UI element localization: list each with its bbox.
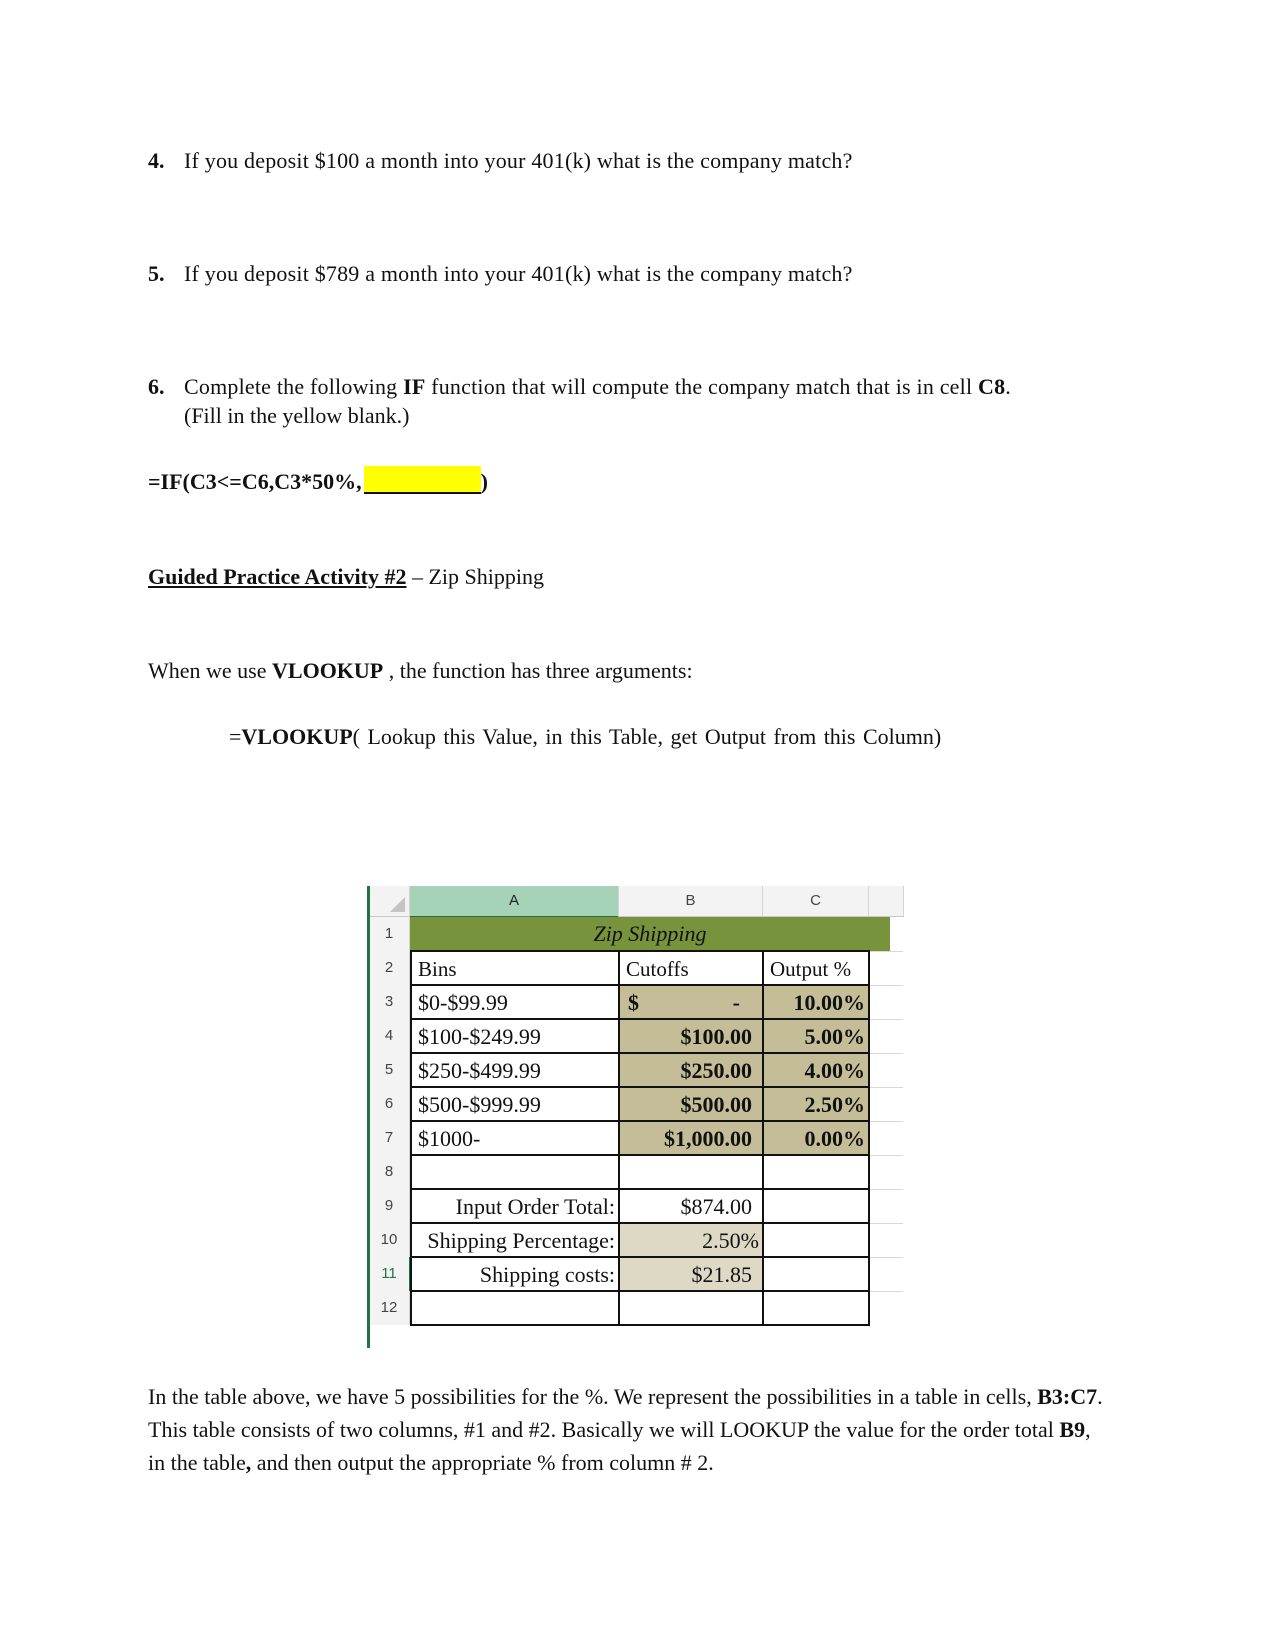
row-header-3[interactable]: 3 bbox=[369, 985, 410, 1019]
output-cell[interactable]: 2.50% bbox=[762, 1086, 870, 1122]
spreadsheet bbox=[369, 886, 903, 1348]
bin-cell[interactable]: $250-$499.99 bbox=[410, 1052, 620, 1088]
cutoff-cell[interactable]: $100.00 bbox=[618, 1018, 764, 1054]
intro-paragraph bbox=[148, 658, 693, 684]
column-header-b[interactable]: B bbox=[619, 886, 763, 917]
bin-cell[interactable]: $1000- bbox=[410, 1120, 620, 1156]
empty-cell[interactable] bbox=[762, 1154, 870, 1190]
empty-cell[interactable] bbox=[762, 1188, 870, 1224]
empty-cell[interactable] bbox=[618, 1154, 764, 1190]
heading-underlined: Guided Practice Activity #2 bbox=[148, 564, 407, 589]
output-cell[interactable]: 10.00% bbox=[762, 984, 870, 1020]
row-header-7[interactable]: 7 bbox=[369, 1121, 410, 1155]
row-header-10[interactable]: 10 bbox=[369, 1223, 410, 1257]
row-header-1[interactable]: 1 bbox=[369, 917, 410, 951]
empty-cell[interactable] bbox=[410, 1290, 620, 1326]
cell-ref-b9: B9 bbox=[1059, 1417, 1086, 1442]
input-label[interactable]: Input Order Total: bbox=[410, 1188, 620, 1224]
question-text: If you deposit $100 a month into your 401(k) what is the company match? bbox=[184, 148, 853, 173]
row-header-6[interactable]: 6 bbox=[369, 1087, 410, 1121]
question-number: 4. bbox=[148, 148, 165, 173]
cutoff-value: - bbox=[732, 990, 740, 1015]
closing-comma: , bbox=[245, 1450, 252, 1475]
row-header-8[interactable]: 8 bbox=[369, 1155, 410, 1189]
question-text: . bbox=[1005, 374, 1011, 399]
question-5 bbox=[148, 261, 853, 287]
row-header-9[interactable]: 9 bbox=[369, 1189, 410, 1223]
vlookup-keyword: VLOOKUP bbox=[241, 724, 353, 749]
question-text: function that will compute the company match that is in cell bbox=[425, 374, 978, 399]
empty-cell[interactable] bbox=[762, 1222, 870, 1258]
row-header-11[interactable]: 11 bbox=[369, 1257, 411, 1291]
shipping-costs[interactable]: $21.85 bbox=[618, 1256, 764, 1292]
column-header-a[interactable]: A bbox=[410, 886, 619, 918]
header-output[interactable]: Output % bbox=[762, 950, 870, 986]
empty-cell[interactable] bbox=[762, 1256, 870, 1292]
row-header-4[interactable]: 4 bbox=[369, 1019, 410, 1053]
question-4 bbox=[148, 148, 853, 174]
intro-text: When we use bbox=[148, 658, 273, 683]
sheet-title[interactable]: Zip Shipping bbox=[593, 921, 707, 946]
intro-text: , the function has three arguments: bbox=[383, 658, 693, 683]
header-cutoffs[interactable]: Cutoffs bbox=[618, 950, 764, 986]
empty-cell[interactable] bbox=[618, 1290, 764, 1326]
cutoff-cell[interactable]: $250.00 bbox=[618, 1052, 764, 1088]
formula-blank[interactable] bbox=[364, 466, 481, 494]
question-number: 5. bbox=[148, 261, 165, 286]
header-bins[interactable]: Bins bbox=[410, 950, 620, 986]
formula-prefix: =IF(C3<=C6,C3*50%, bbox=[148, 469, 362, 494]
row-header-12[interactable]: 12 bbox=[369, 1291, 410, 1325]
output-cell[interactable]: 0.00% bbox=[762, 1120, 870, 1156]
row-header-2[interactable]: 2 bbox=[369, 951, 410, 985]
vlookup-eq: = bbox=[229, 724, 242, 749]
closing-text: In the table above, we have 5 possibilities for the %. We represent the possibilities in a table in cells, bbox=[148, 1384, 1038, 1409]
output-cell[interactable]: 4.00% bbox=[762, 1052, 870, 1088]
cutoff-cell[interactable] bbox=[618, 984, 764, 1020]
row-header-5[interactable]: 5 bbox=[369, 1053, 410, 1087]
input-label[interactable]: Shipping Percentage: bbox=[410, 1222, 620, 1258]
closing-text: , in the table bbox=[148, 1417, 1091, 1475]
bin-cell[interactable]: $100-$249.99 bbox=[410, 1018, 620, 1054]
question-number: 6. bbox=[148, 374, 165, 399]
if-keyword: IF bbox=[403, 374, 426, 399]
empty-cell[interactable] bbox=[762, 1290, 870, 1326]
question-text: If you deposit $789 a month into your 401(k) what is the company match? bbox=[184, 261, 853, 286]
question-6 bbox=[148, 374, 1011, 400]
range-ref: B3:C7 bbox=[1037, 1384, 1098, 1409]
bin-cell[interactable]: $500-$999.99 bbox=[410, 1086, 620, 1122]
closing-paragraph bbox=[148, 1380, 1108, 1479]
if-formula bbox=[148, 466, 488, 495]
question-6-line2: (Fill in the yellow blank.) bbox=[184, 403, 410, 428]
vlookup-syntax bbox=[229, 724, 941, 750]
shipping-percentage[interactable]: 2.50% bbox=[618, 1222, 764, 1258]
input-order-total[interactable]: $874.00 bbox=[618, 1188, 764, 1224]
select-all-corner[interactable] bbox=[369, 886, 410, 917]
selection-indicator bbox=[367, 886, 370, 1348]
cell-ref-c8: C8 bbox=[977, 374, 1006, 399]
heading-rest: – Zip Shipping bbox=[406, 564, 544, 589]
closing-text: . This table consists of two columns, #1 and #2. Basically we will LOOKUP the value for the order total bbox=[148, 1384, 1103, 1442]
column-header-c[interactable]: C bbox=[763, 886, 869, 917]
bin-cell[interactable]: $0-$99.99 bbox=[410, 984, 620, 1020]
question-text: Complete the following bbox=[184, 374, 404, 399]
empty-cell[interactable] bbox=[410, 1154, 620, 1190]
currency-symbol: $ bbox=[628, 990, 639, 1015]
output-cell[interactable]: 5.00% bbox=[762, 1018, 870, 1054]
closing-text: and then output the appropriate % from column # 2. bbox=[251, 1450, 714, 1475]
vlookup-args: ( Lookup this Value, in this Table, get Output from this Column) bbox=[352, 724, 942, 749]
input-label[interactable]: Shipping costs: bbox=[410, 1256, 620, 1292]
cutoff-cell[interactable]: $500.00 bbox=[618, 1086, 764, 1122]
column-header-d[interactable] bbox=[869, 886, 904, 917]
section-heading bbox=[148, 564, 544, 590]
formula-suffix: ) bbox=[480, 469, 488, 494]
vlookup-keyword: VLOOKUP bbox=[272, 658, 384, 683]
cutoff-cell[interactable]: $1,000.00 bbox=[618, 1120, 764, 1156]
